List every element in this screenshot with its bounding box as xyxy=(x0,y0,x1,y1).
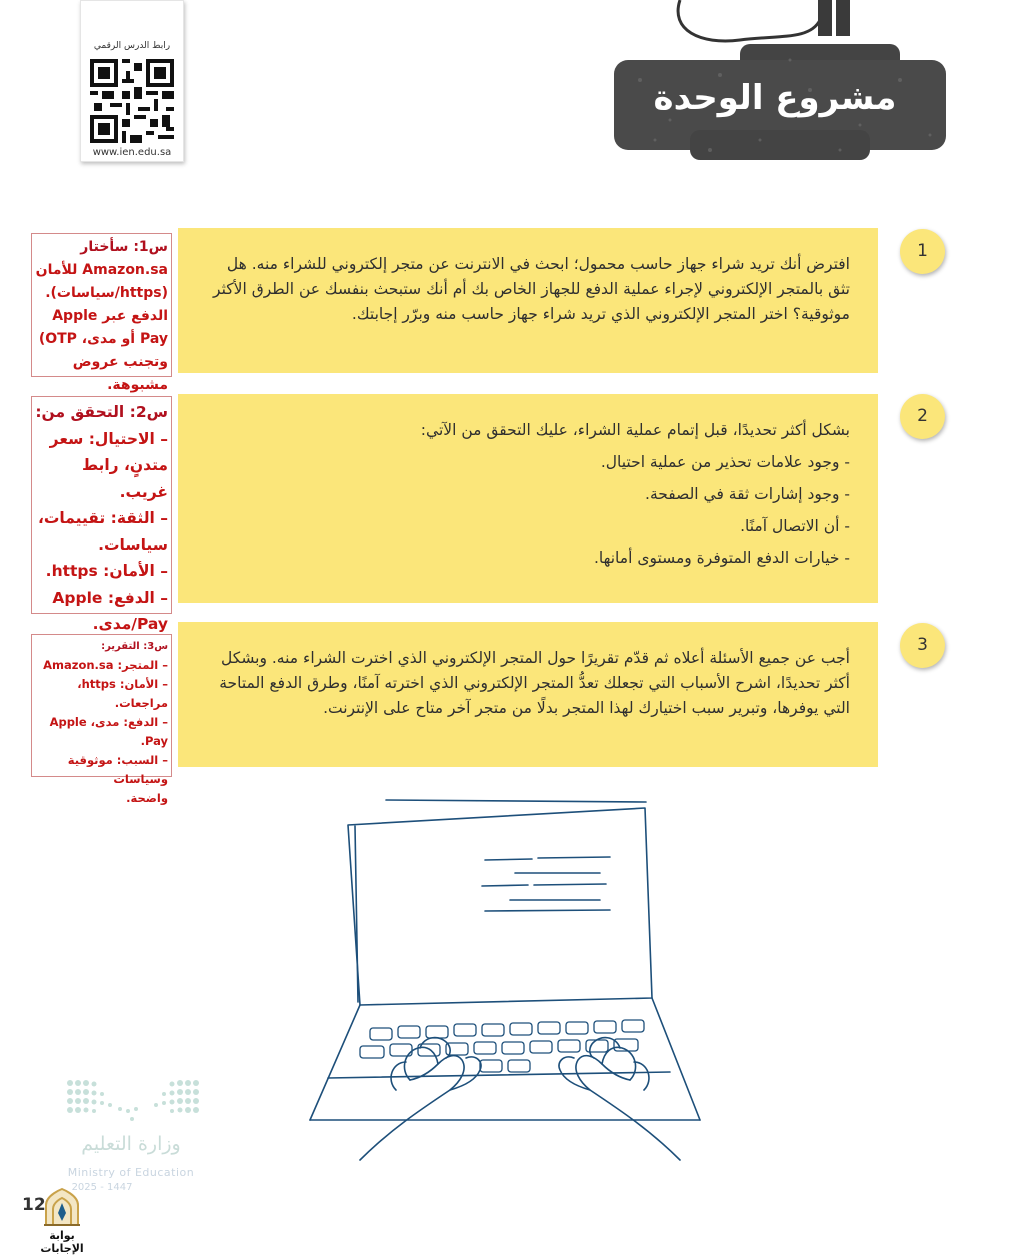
answer-line: سياسات. xyxy=(98,535,168,554)
answer-line: – الأمان: https، مراجعات. xyxy=(77,677,168,710)
question-intro-2: بشكل أكثر تحديدًا، قبل إتمام عملية الشراء، عليك التحقق من الآتي: xyxy=(420,421,850,439)
question-bullet: - وجود إشارات ثقة في الصفحة. xyxy=(645,485,850,503)
question-bullet: - وجود علامات تحذير من عملية احتيال. xyxy=(600,453,850,471)
question-bullet: - أن الاتصال آمنًا. xyxy=(740,517,850,535)
answer-line: واضحة. xyxy=(126,791,168,805)
question-bullet: - خيارات الدفع المتوفرة ومستوى أمانها. xyxy=(593,549,850,567)
answer-line: س3: التقرير: xyxy=(101,641,168,652)
answer-line: وتجنب عروض مشبوهة. xyxy=(72,354,168,393)
answer-line: – المتجر: Amazon.sa xyxy=(43,658,168,672)
qr-caption: رابط الدرس الرقمي xyxy=(93,41,171,51)
laptop-typing-illustration xyxy=(300,790,720,1170)
qr-code-icon[interactable] xyxy=(90,59,174,143)
ministry-name-en: Ministry of Education xyxy=(67,1166,195,1179)
portal-name: بوابة الإجابات xyxy=(40,1229,84,1255)
answer-line: – الاحتيال: سعر xyxy=(49,429,168,448)
question-number-3: 3 xyxy=(900,623,945,668)
answer-line: الدفع عبر Apple xyxy=(52,308,168,324)
answer-line: – السبب: موثوقية وسياسات xyxy=(67,753,168,786)
ministry-name-ar: وزارة التعليم xyxy=(81,1133,181,1155)
qr-card[interactable] xyxy=(80,0,184,162)
answer-line: (https/سياسات). xyxy=(45,285,168,301)
answer-line: – الدفع: مدى، Apple xyxy=(49,715,168,729)
question-text-3: أجب عن جميع الأسئلة أعلاه ثم قدّم تقريرًا حول المتجر الإلكتروني الذي اخترت الشراء منه. وبشكل أكثر تحديدًا، اشرح الأسباب التي تجعلك تعدُّ المتجر الإلكتروني الذي اخترته آمنًا، وطرق الدفع المتاحة التي يوفرها، وتبرير سبب اختيارك لهذا المتجر بدلًا من متجر آخر متاح على الإنترنت. xyxy=(219,649,850,717)
answer-line: متدنٍ، رابط غريب. xyxy=(81,456,168,501)
ministry-logo-icon xyxy=(60,1075,205,1125)
answer-line: Pay. xyxy=(140,734,168,748)
answer-line: – الدفع: Apple xyxy=(52,588,168,607)
page-title: مشروع الوحدة xyxy=(653,78,897,118)
question-box-2 xyxy=(178,394,878,603)
answer-box-1 xyxy=(31,233,172,393)
question-box-1 xyxy=(178,228,878,373)
question-number-2: 2 xyxy=(900,394,945,439)
qr-url: www.ien.edu.sa xyxy=(92,147,172,158)
question-number-1: 1 xyxy=(900,229,945,274)
ministry-year: 2025 - 1447 xyxy=(71,1182,133,1193)
answer-line: Amazon.sa للأمان xyxy=(35,262,168,278)
answer-line: س1: سأختار xyxy=(80,239,168,255)
answer-line: – الثقة: تقييمات، xyxy=(37,509,168,527)
answer-line: – الأمان: https. xyxy=(45,562,168,580)
answer-box-3 xyxy=(31,634,172,805)
answer-line: س2: التحقق من: xyxy=(35,403,168,421)
answer-line: Pay أو مدى، OTP) xyxy=(38,331,168,347)
portal-logo-icon[interactable] xyxy=(40,1187,84,1227)
page-number: 12 xyxy=(22,1195,46,1215)
question-box-3 xyxy=(178,622,878,767)
question-text-1: افترض أنك تريد شراء جهاز حاسب محمول؛ ابحث في الانترنت عن متجر إلكتروني للشراء منه. هل تثق بالمتجر الإلكتروني لإجراء عملية الدفع للجهاز الخاص بك أم أنك ستبحث بنفسك عن الطرق الأكثر موثوقية؟ اختر المتجر الإلكتروني الذي تريد شراء جهاز حاسب منه وبرّر إجابتك. xyxy=(213,255,850,323)
answer-box-2 xyxy=(31,396,172,633)
answer-line: Pay/مدى. xyxy=(92,615,168,633)
